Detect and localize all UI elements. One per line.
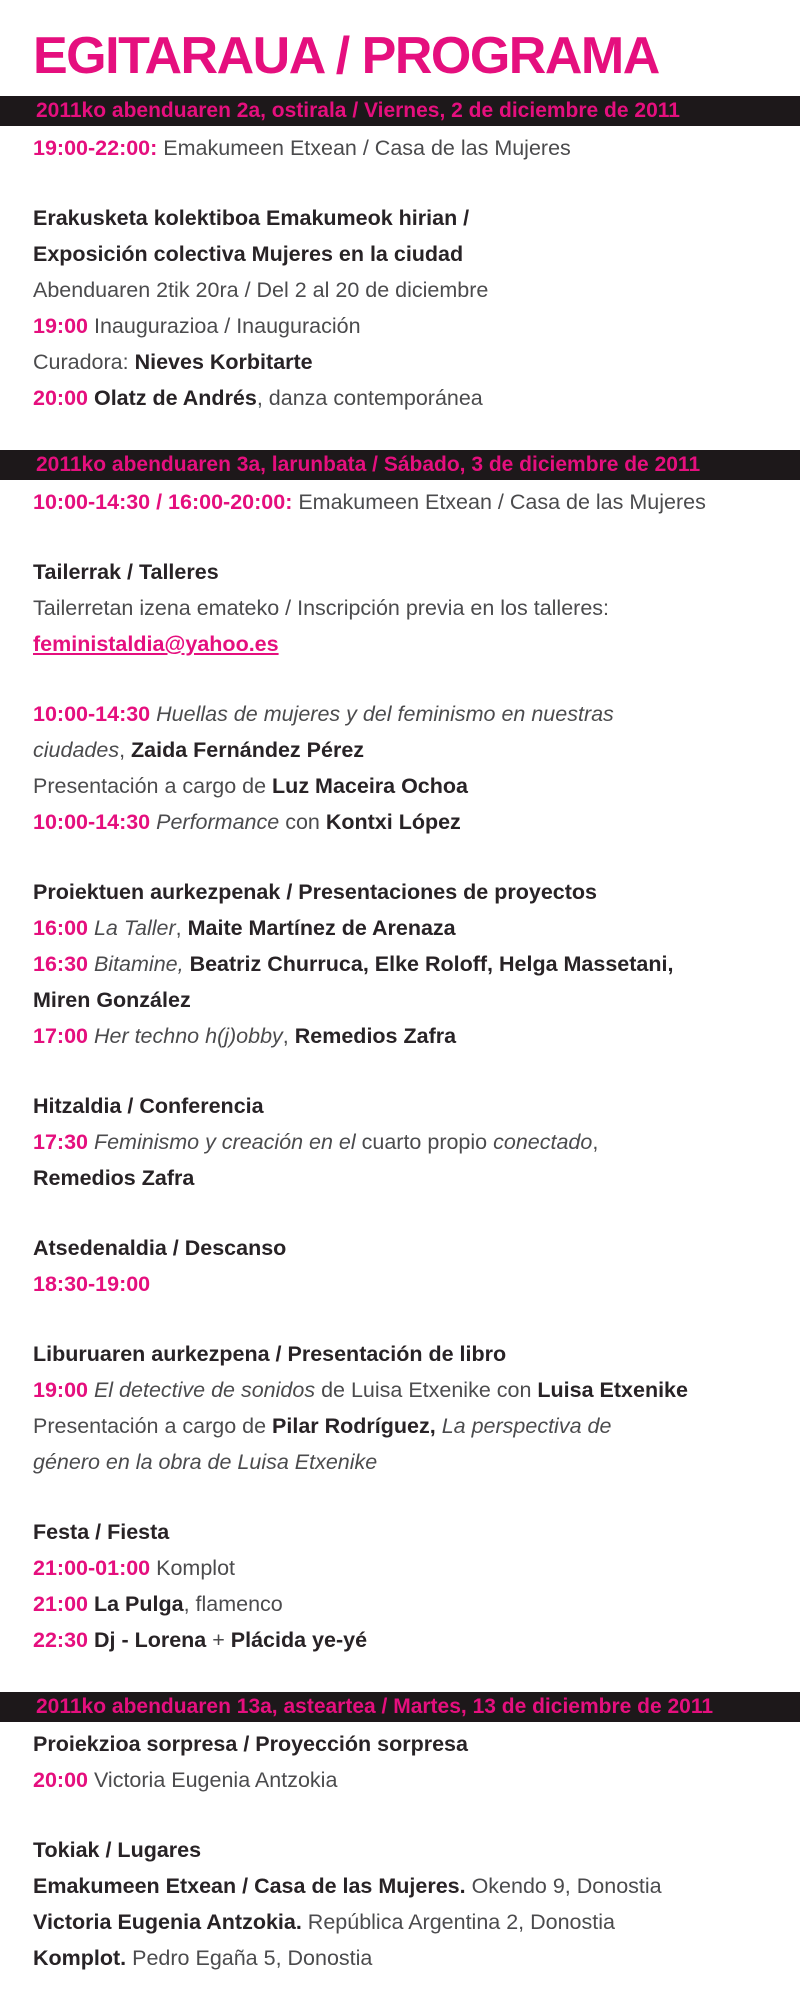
text-plain: Victoria Eugenia Antzokia — [93, 1768, 338, 1792]
program-block — [33, 1514, 800, 1658]
program-line — [33, 554, 800, 590]
text-italic: ciudades — [33, 738, 120, 762]
text-bold: Komplot. — [33, 1946, 127, 1970]
text-italic: género en la obra de Luisa Etxenike — [33, 1450, 378, 1474]
program-block — [33, 554, 800, 662]
text-plain: Okendo 9, Donostia — [465, 1874, 662, 1898]
text-bold: Erakusketa kolektiboa Emakumeok hirian / — [33, 206, 470, 230]
program-block — [33, 484, 800, 520]
program-line — [33, 696, 800, 732]
text-plain: Emakumeen Etxean / Casa de las Mujeres — [163, 136, 571, 160]
text-italic: Bitamine, — [93, 952, 184, 976]
program-line — [33, 1408, 800, 1444]
program-line — [33, 732, 800, 768]
program-line — [33, 1868, 800, 1904]
text-plain: República Argentina 2, Donostia — [301, 1910, 615, 1934]
text-plain: , — [592, 1130, 599, 1154]
program-line — [33, 1088, 800, 1124]
program-line — [33, 130, 800, 166]
text-time: 10:00-14:30 / 16:00-20:00: — [33, 490, 299, 514]
text-bold: Maite Martínez de Arenaza — [187, 916, 456, 940]
text-plain: Emakumeen Etxean / Casa de las Mujeres — [298, 490, 706, 514]
program-block — [33, 130, 800, 166]
text-bold: Remedios Zafra — [294, 1024, 457, 1048]
text-plain: Tailerretan izena emateko / Inscripción previa en los talleres: — [33, 596, 610, 620]
program-line — [33, 1336, 800, 1372]
program-line — [33, 982, 800, 1018]
program-line — [33, 1586, 800, 1622]
program-line — [33, 1372, 800, 1408]
text-time: 17:30 — [33, 1130, 94, 1154]
text-bold: Beatriz Churruca, Elke Roloff, Helga Massetani, — [189, 952, 674, 976]
text-bold: Atsedenaldia / Descanso — [33, 1236, 287, 1260]
text-plain: Pedro Egaña 5, Donostia — [126, 1946, 373, 1970]
text-bold: Tailerrak / Talleres — [33, 560, 219, 584]
text-italic: Performance — [156, 810, 280, 834]
program-line — [33, 272, 800, 308]
program-line — [33, 1762, 800, 1798]
program-line — [33, 200, 800, 236]
program-line — [33, 590, 800, 626]
program-line — [33, 1514, 800, 1550]
text-bold: Zaida Fernández Pérez — [131, 738, 365, 762]
program-line — [33, 1266, 800, 1302]
text-time: 17:00 — [33, 1024, 94, 1048]
program-line — [33, 1124, 800, 1160]
text-italic: Her techno h(j)obby — [93, 1024, 283, 1048]
text-bold: Festa / Fiesta — [33, 1520, 170, 1544]
text-plain: , — [119, 738, 132, 762]
program-line — [33, 236, 800, 272]
program-line — [33, 380, 800, 416]
text-time: 19:00-22:00: — [33, 136, 164, 160]
program-line — [33, 874, 800, 910]
text-plain: + — [206, 1628, 231, 1652]
program-line — [33, 1832, 800, 1868]
program-line — [33, 946, 800, 982]
text-bold: Remedios Zafra — [33, 1166, 195, 1190]
program-block — [33, 200, 800, 416]
program-line — [33, 1940, 800, 1976]
date-header-label: 2011ko abenduaren 13a, asteartea / Martes, 13 de diciembre de 2011 — [36, 1695, 714, 1718]
program-block — [33, 1230, 800, 1302]
text-bold: Nieves Korbitarte — [134, 350, 313, 374]
date-header-label: 2011ko abenduaren 2a, ostirala / Viernes, 2 de diciembre de 2011 — [36, 99, 680, 122]
email-link[interactable]: feministaldia@yahoo.es — [33, 632, 279, 656]
text-bold: Hitzaldia / Conferencia — [33, 1094, 264, 1118]
text-italic: La Taller — [93, 916, 176, 940]
program-block — [33, 1088, 800, 1196]
text-bold: Pilar Rodríguez, — [272, 1414, 442, 1438]
text-plain: Abenduaren 2tik 20ra / Del 2 al 20 de diciembre — [33, 278, 489, 302]
program-line — [33, 344, 800, 380]
text-bold: La Pulga — [93, 1592, 184, 1616]
text-time: 18:30-19:00 — [33, 1272, 151, 1296]
program-line — [33, 768, 800, 804]
program-line — [33, 1726, 800, 1762]
date-header-label: 2011ko abenduaren 3a, larunbata / Sábado, 3 de diciembre de 2011 — [36, 453, 701, 476]
text-plain: Komplot — [156, 1556, 235, 1580]
program-line — [33, 626, 800, 662]
text-bold: Kontxi López — [325, 810, 461, 834]
program-block — [33, 874, 800, 1054]
text-time: 19:00 — [33, 314, 94, 338]
text-plain: Presentación a cargo de — [33, 1414, 273, 1438]
text-time: 16:00 — [33, 916, 94, 940]
text-time: 10:00-14:30 — [33, 702, 157, 726]
text-plain: Inaugurazioa / Inauguración — [93, 314, 361, 338]
program-line — [33, 1622, 800, 1658]
text-time: 21:00-01:00 — [33, 1556, 157, 1580]
program-line — [33, 1904, 800, 1940]
text-bold: Victoria Eugenia Antzokia. — [33, 1910, 302, 1934]
text-plain: con — [279, 810, 326, 834]
date-header — [0, 1692, 800, 1722]
text-time: 10:00-14:30 — [33, 810, 157, 834]
text-bold: Tokiak / Lugares — [33, 1838, 202, 1862]
text-bold: Luz Maceira Ochoa — [272, 774, 468, 798]
page-title: EGITARAUA / PROGRAMA — [33, 27, 659, 85]
text-plain: , — [282, 1024, 295, 1048]
text-plain: , flamenco — [183, 1592, 283, 1616]
program-line — [33, 1160, 800, 1196]
text-bold: Exposición colectiva Mujeres en la ciudad — [33, 242, 464, 266]
program-line — [33, 484, 800, 520]
text-bold: Plácida ye-yé — [230, 1628, 368, 1652]
text-time: 16:30 — [33, 952, 94, 976]
program-content — [0, 96, 800, 1976]
program-block — [33, 1726, 800, 1798]
program-line — [33, 910, 800, 946]
text-italic: Feminismo y creación en el — [93, 1130, 356, 1154]
text-bold: Olatz de Andrés — [93, 386, 257, 410]
program-line — [33, 1444, 800, 1480]
text-italic: conectado — [493, 1130, 593, 1154]
date-header — [0, 450, 800, 480]
program-block — [33, 1336, 800, 1480]
text-time: 19:00 — [33, 1378, 94, 1402]
text-plain: cuarto propio — [355, 1130, 494, 1154]
text-time: 21:00 — [33, 1592, 94, 1616]
text-italic: El detective de sonidos — [93, 1378, 316, 1402]
text-bold: Proiekzioa sorpresa / Proyección sorpresa — [33, 1732, 468, 1756]
text-plain: , — [175, 916, 188, 940]
text-bold: Liburuaren aurkezpena / Presentación de libro — [33, 1342, 507, 1366]
program-line — [33, 1550, 800, 1586]
program-block — [33, 1832, 800, 1976]
text-italic: La perspectiva de — [441, 1414, 612, 1438]
text-bold: Miren González — [33, 988, 191, 1012]
text-time: 22:30 — [33, 1628, 94, 1652]
text-bold: Luisa Etxenike — [537, 1378, 688, 1402]
text-plain: de Luisa Etxenike con — [315, 1378, 538, 1402]
text-time: 20:00 — [33, 386, 94, 410]
text-plain: , danza contemporánea — [256, 386, 483, 410]
program-line — [33, 308, 800, 344]
program-block — [33, 696, 800, 840]
text-bold: Proiektuen aurkezpenak / Presentaciones de proyectos — [33, 880, 597, 904]
text-bold: Emakumeen Etxean / Casa de las Mujeres. — [33, 1874, 466, 1898]
text-bold: Dj - Lorena — [93, 1628, 207, 1652]
text-plain: Curadora: — [33, 350, 135, 374]
program-line — [33, 1230, 800, 1266]
date-header — [0, 96, 800, 126]
text-plain: Presentación a cargo de — [33, 774, 273, 798]
text-italic: Huellas de mujeres y del feminismo en nuestras — [156, 702, 614, 726]
program-line — [33, 1018, 800, 1054]
text-time: 20:00 — [33, 1768, 94, 1792]
program-line — [33, 804, 800, 840]
